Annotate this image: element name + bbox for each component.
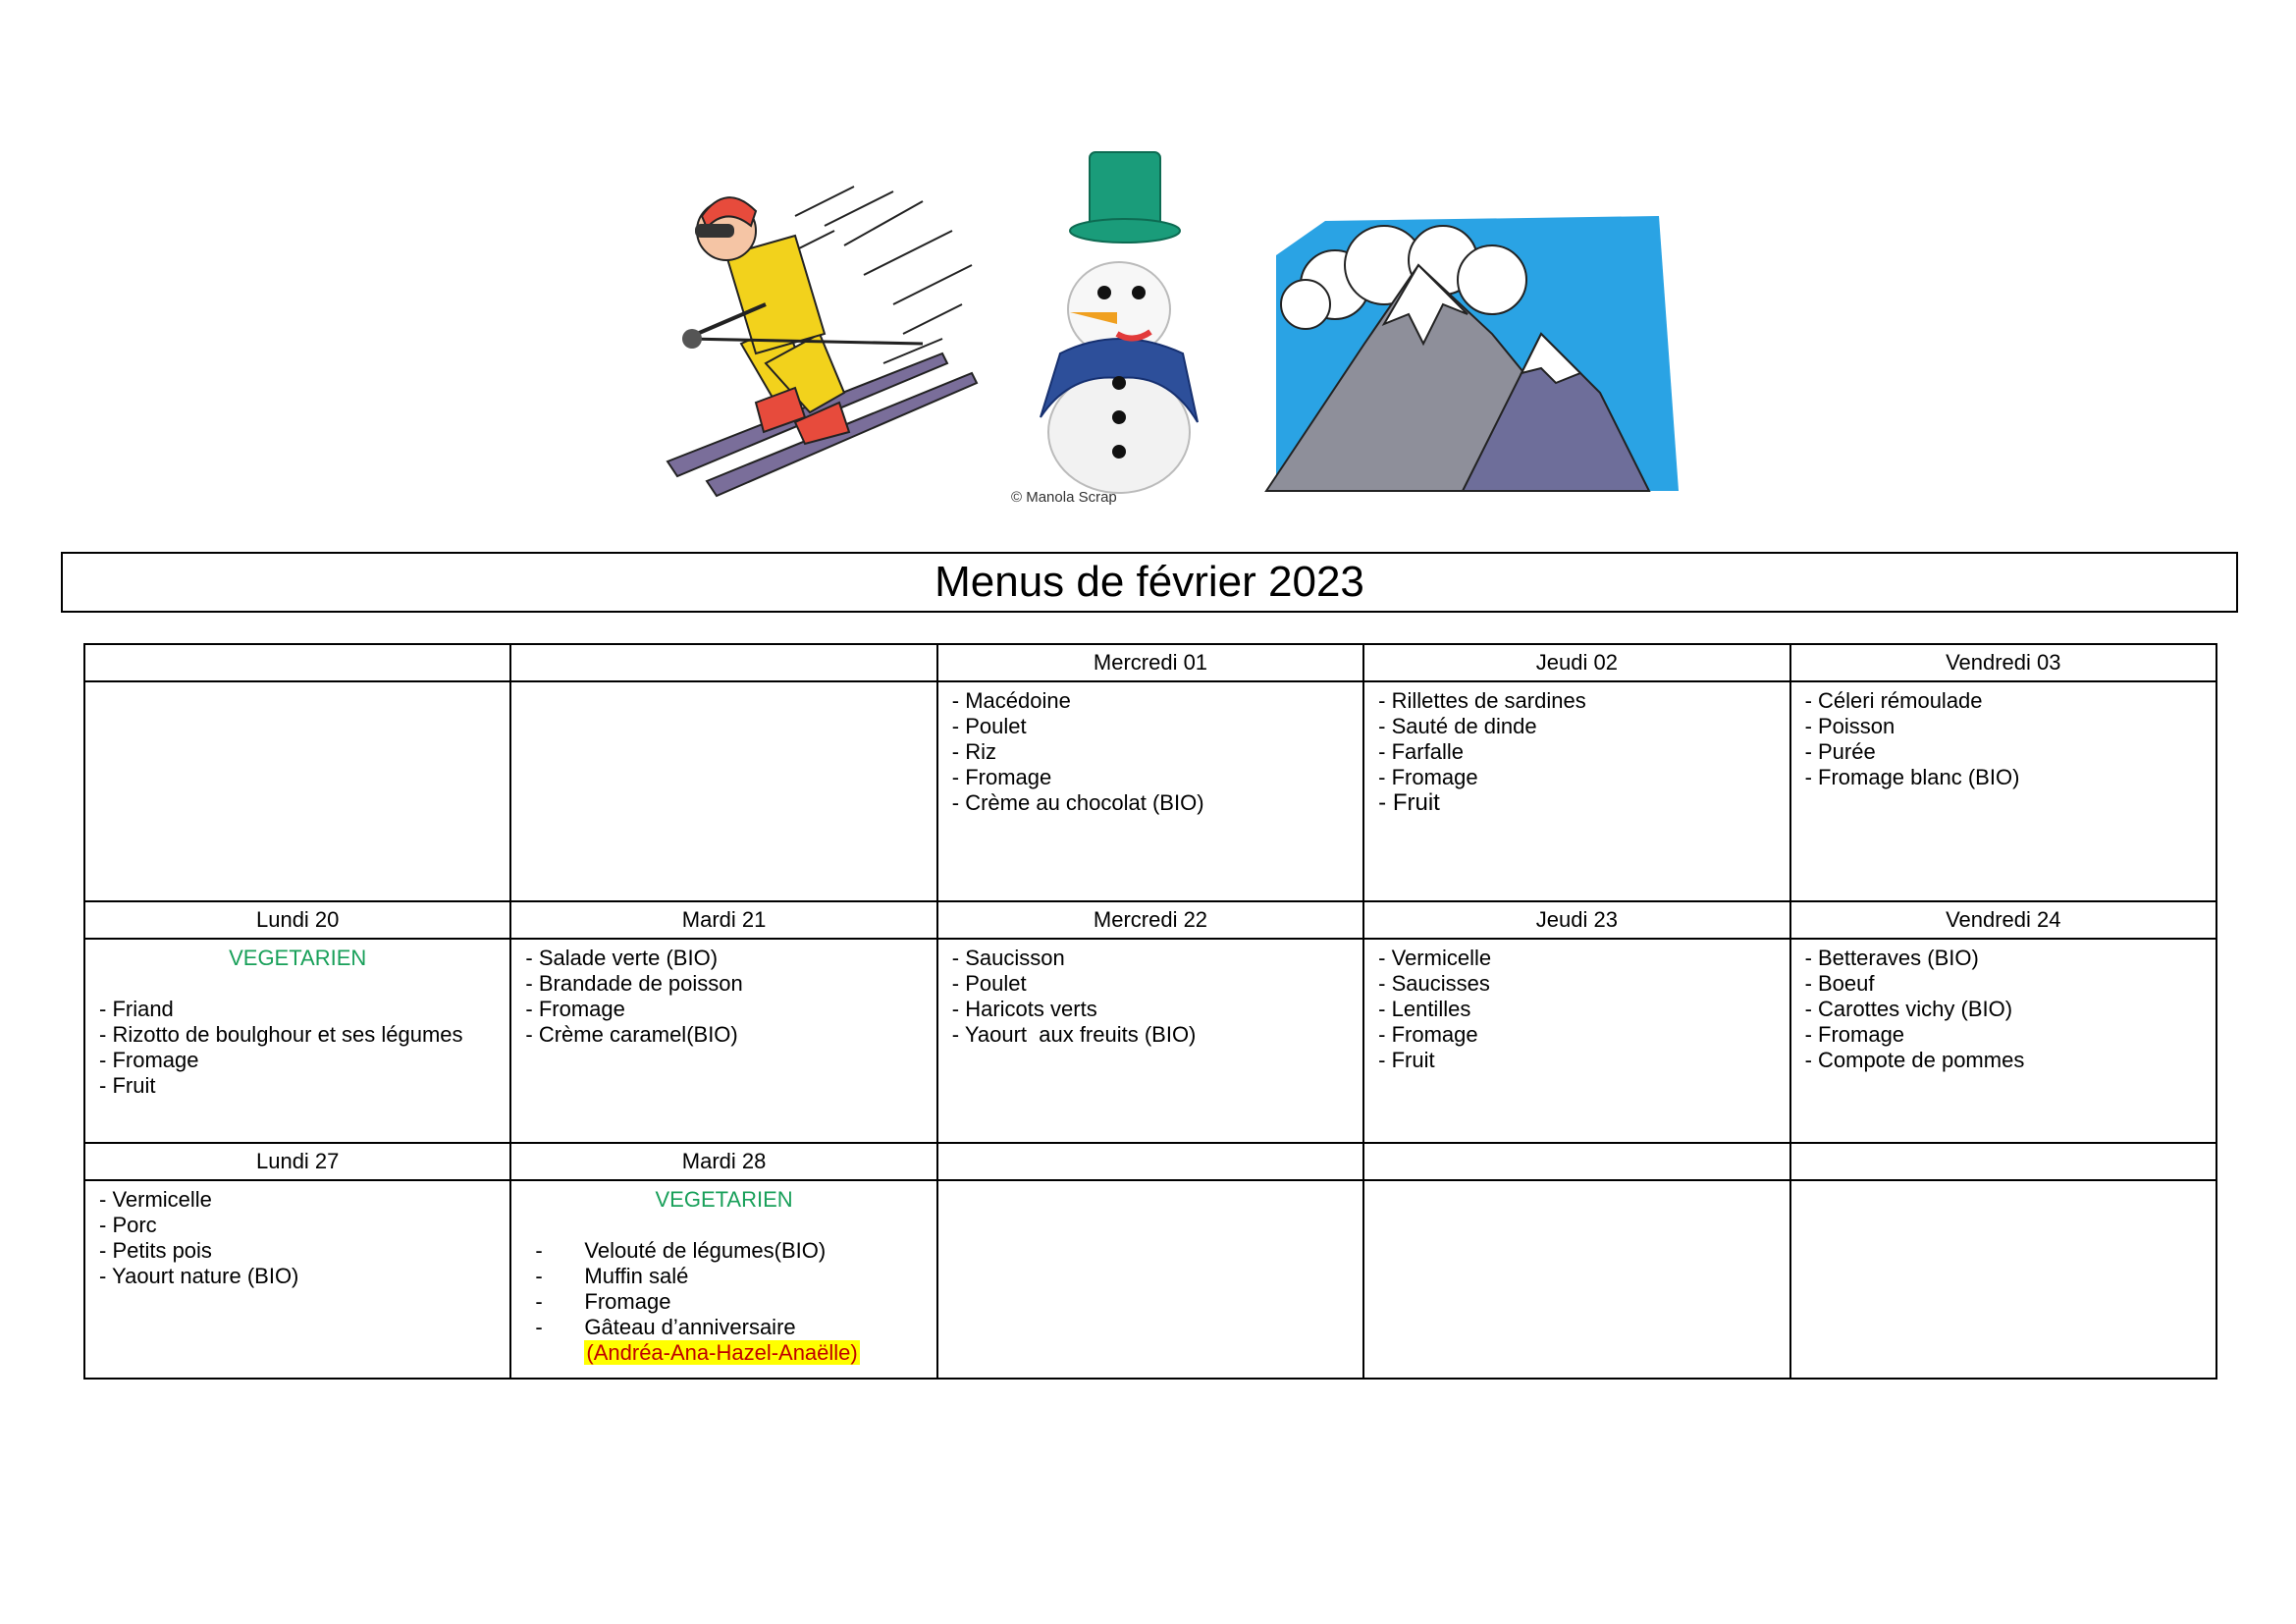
menu-item: - Fromage [1378, 765, 1478, 789]
menu-item: - Betteraves (BIO) [1804, 946, 1979, 970]
week2-header-3: Mercredi 22 [937, 901, 1363, 939]
menu-item: - Vermicelle [1378, 946, 1492, 970]
birthday-names-wrap [525, 1340, 922, 1366]
skier-icon [648, 137, 1001, 520]
menu-table [83, 643, 2217, 1380]
week2-header-1: Lundi 20 [84, 901, 510, 939]
week2-cell-1 [84, 939, 510, 1143]
week3-header-1: Lundi 27 [84, 1143, 510, 1180]
week3-header-3 [937, 1143, 1363, 1180]
menu-item: - Saucisson [951, 946, 1065, 970]
menu-item: - Haricots verts [951, 997, 1097, 1021]
menu-item: - Poisson [1804, 714, 1896, 738]
menu-item: - Fromage [99, 1048, 199, 1072]
menu-item: - Rillettes de sardines [1378, 688, 1586, 713]
week2-cell-5 [1790, 939, 2216, 1143]
week1-menu-row [84, 681, 2216, 901]
menu-item: - Vermicelle [99, 1187, 212, 1212]
vegetarien-label: VEGETARIEN [229, 946, 367, 970]
week2-cell-2 [510, 939, 936, 1143]
menu-item: - Yaourt nature (BIO) [99, 1264, 299, 1288]
illustrations [648, 137, 1669, 520]
menu-item: - Friand [99, 997, 174, 1021]
week3-header-5 [1790, 1143, 2216, 1180]
menu-item: - Fromage [1804, 1022, 1905, 1047]
menu-item: - Rizotto de boulghour et ses légumes [99, 1022, 463, 1047]
week3-cell-4 [1363, 1180, 1789, 1379]
vegetarien-label: VEGETARIEN [655, 1187, 793, 1212]
week3-cell-2 [510, 1180, 936, 1379]
menu-item: - Fromage [1378, 1022, 1478, 1047]
birthday-names: (Andréa-Ana-Hazel-Anaëlle) [586, 1340, 858, 1365]
copyright-text: © Manola Scrap [1011, 489, 1117, 506]
week3-header-row [84, 1143, 2216, 1180]
menu-item: - Boeuf [1804, 971, 1875, 996]
week3-menu-row [84, 1180, 2216, 1379]
week1-header-1 [84, 644, 510, 681]
title-box [61, 552, 2238, 613]
menu-item: - Lentilles [1378, 997, 1471, 1021]
week1-header-2 [510, 644, 936, 681]
menu-item: - Salade verte (BIO) [525, 946, 719, 970]
menu-item: - Riz [951, 739, 996, 764]
week3-cell-5 [1790, 1180, 2216, 1379]
menu-item: - Sauté de dinde [1378, 714, 1537, 738]
week1-header-5: Vendredi 03 [1790, 644, 2216, 681]
page-title: Menus de février 2023 [934, 558, 1364, 606]
mountain-icon [1247, 196, 1679, 520]
menu-item: - Crème au chocolat (BIO) [951, 790, 1204, 815]
menu-item: - Céleri rémoulade [1804, 688, 1983, 713]
week2-header-4: Jeudi 23 [1363, 901, 1789, 939]
menu-item: - Fromage [525, 997, 625, 1021]
snowman-icon [1001, 137, 1237, 520]
week1-cell-3 [937, 681, 1363, 901]
menu-item: - Compote de pommes [1804, 1048, 2025, 1072]
menu-item: - Porc [99, 1213, 157, 1237]
menu-item: - Petits pois [99, 1238, 212, 1263]
menu-item: - Fromage [951, 765, 1052, 789]
week3-header-4 [1363, 1143, 1789, 1180]
week2-header-5: Vendredi 24 [1790, 901, 2216, 939]
week2-menu-row [84, 939, 2216, 1143]
week3-header-2: Mardi 28 [510, 1143, 936, 1180]
menu-item: - Fromage blanc (BIO) [1804, 765, 2020, 789]
menu-item: - Poulet [951, 714, 1027, 738]
menu-item: - Brandade de poisson [525, 971, 743, 996]
menu-item: - Fruit [99, 1073, 156, 1098]
week1-cell-1 [84, 681, 510, 901]
menu-item: - Macédoine [951, 688, 1071, 713]
menu-item: - Purée [1804, 739, 1876, 764]
menu-item: - Fromage [584, 1289, 922, 1315]
week1-cell-5 [1790, 681, 2216, 901]
week2-header-2: Mardi 21 [510, 901, 936, 939]
menu-item: - Farfalle [1378, 739, 1464, 764]
tuesday-menu-list [525, 1238, 922, 1340]
week1-header-4: Jeudi 02 [1363, 644, 1789, 681]
menu-item: - Poulet [951, 971, 1027, 996]
week3-cell-3 [937, 1180, 1363, 1379]
menu-item: - Muffin salé [584, 1264, 922, 1289]
week2-header-row [84, 901, 2216, 939]
week2-cell-3 [937, 939, 1363, 1143]
menu-item: - Yaourt aux freuits (BIO) [951, 1022, 1197, 1047]
week2-cell-4 [1363, 939, 1789, 1143]
menu-item: - Saucisses [1378, 971, 1490, 996]
menu-item: - Carottes vichy (BIO) [1804, 997, 2013, 1021]
menu-item: - Crème caramel(BIO) [525, 1022, 738, 1047]
week1-header-3: Mercredi 01 [937, 644, 1363, 681]
week1-header-row [84, 644, 2216, 681]
week3-cell-1 [84, 1180, 510, 1379]
week1-cell-4 [1363, 681, 1789, 901]
menu-item: - Gâteau d’anniversaire [584, 1315, 922, 1340]
menu-item: - Fruit [1378, 789, 1440, 816]
menu-item: - Fruit [1378, 1048, 1435, 1072]
week1-cell-2 [510, 681, 936, 901]
menu-item: - Velouté de légumes(BIO) [584, 1238, 922, 1264]
